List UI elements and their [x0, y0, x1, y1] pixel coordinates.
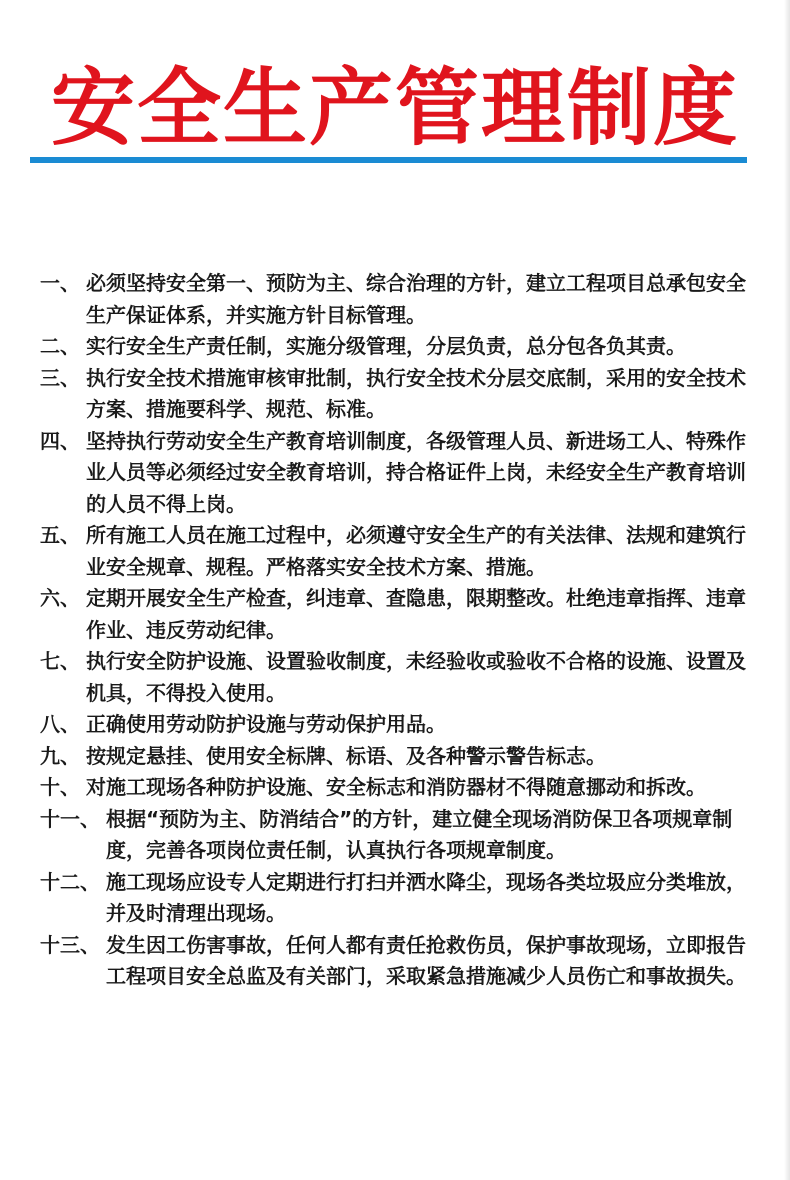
rule-number: 九、 — [40, 743, 80, 768]
rule-item — [40, 709, 755, 741]
rule-text: 执行安全防护设施、设置验收制度，未经验收或验收不合格的设施、设置及机具，不得投入使用。 — [86, 649, 746, 705]
rule-number: 一、 — [40, 271, 80, 295]
rule-number: 三、 — [40, 365, 80, 390]
rule-item — [40, 804, 755, 867]
rule-number: 二、 — [40, 334, 80, 358]
rule-item — [40, 867, 755, 930]
rule-item — [40, 363, 755, 426]
rule-text: 正确使用劳动防护设施与劳动保护用品。 — [86, 712, 446, 736]
rules-list — [40, 268, 755, 993]
rule-text: 实行安全生产责任制，实施分级管理，分层负责，总分包各负其责。 — [86, 334, 686, 358]
rule-text: 定期开展安全生产检查，纠违章、查隐患，限期整改。杜绝违章指挥、违章作业、违反劳动纪律。 — [86, 586, 746, 642]
rule-text: 按规定悬挂、使用安全标牌、标语、及各种警示警告标志。 — [86, 743, 606, 768]
rule-number: 十二、 — [40, 869, 100, 894]
rule-item — [40, 268, 755, 331]
rule-text: 对施工现场各种防护设施、安全标志和消防器材不得随意挪动和拆改。 — [86, 775, 706, 799]
rule-number: 四、 — [40, 428, 80, 453]
rule-item — [40, 520, 755, 583]
rule-text: 必须坚持安全第一、预防为主、综合治理的方针，建立工程项目总承包安全生产保证体系，并实施方针目标管理。 — [86, 271, 746, 327]
rule-text: 所有施工人员在施工过程中，必须遵守安全生产的有关法律、法规和建筑行业安全规章、规程。严格落实安全技术方案、措施。 — [86, 523, 746, 579]
title-underline — [30, 157, 747, 163]
rule-number: 六、 — [40, 586, 80, 610]
rule-item — [40, 331, 755, 363]
rule-number: 七、 — [40, 649, 80, 673]
rule-item — [40, 646, 755, 709]
rule-number: 十一、 — [40, 806, 100, 831]
rule-number: 十三、 — [40, 932, 100, 957]
rule-item — [40, 583, 755, 646]
rule-number: 五、 — [40, 523, 80, 547]
rule-text: 施工现场应设专人定期进行打扫并洒水降尘，现场各类垃圾应分类堆放，并及时清理出现场。 — [106, 869, 746, 925]
rule-number: 十、 — [40, 775, 80, 799]
rule-item — [40, 772, 755, 804]
page-edge-shadow — [784, 0, 790, 1180]
rule-text: 坚持执行劳动安全生产教育培训制度，各级管理人员、新进场工人、特殊作业人员等必须经过安全教育培训，持合格证件上岗，未经安全生产教育培训的人员不得上岗。 — [86, 428, 746, 516]
rule-item — [40, 741, 755, 773]
page-title: 安全生产管理制度 — [50, 59, 739, 157]
rule-text: 发生因工伤害事故，任何人都有责任抢救伤员，保护事故现场，立即报告工程项目安全总监及有关部门，采取紧急措施减少人员伤亡和事故损失。 — [106, 932, 746, 988]
rule-item — [40, 426, 755, 521]
rule-text: 执行安全技术措施审核审批制，执行安全技术分层交底制，采用的安全技术方案、措施要科学、规范、标准。 — [86, 365, 746, 421]
rule-text: 根据“预防为主、防消结合”的方针，建立健全现场消防保卫各项规章制度，完善各项岗位责任制，认真执行各项规章制度。 — [106, 806, 733, 862]
rule-item — [40, 930, 755, 993]
rule-number: 八、 — [40, 712, 80, 736]
